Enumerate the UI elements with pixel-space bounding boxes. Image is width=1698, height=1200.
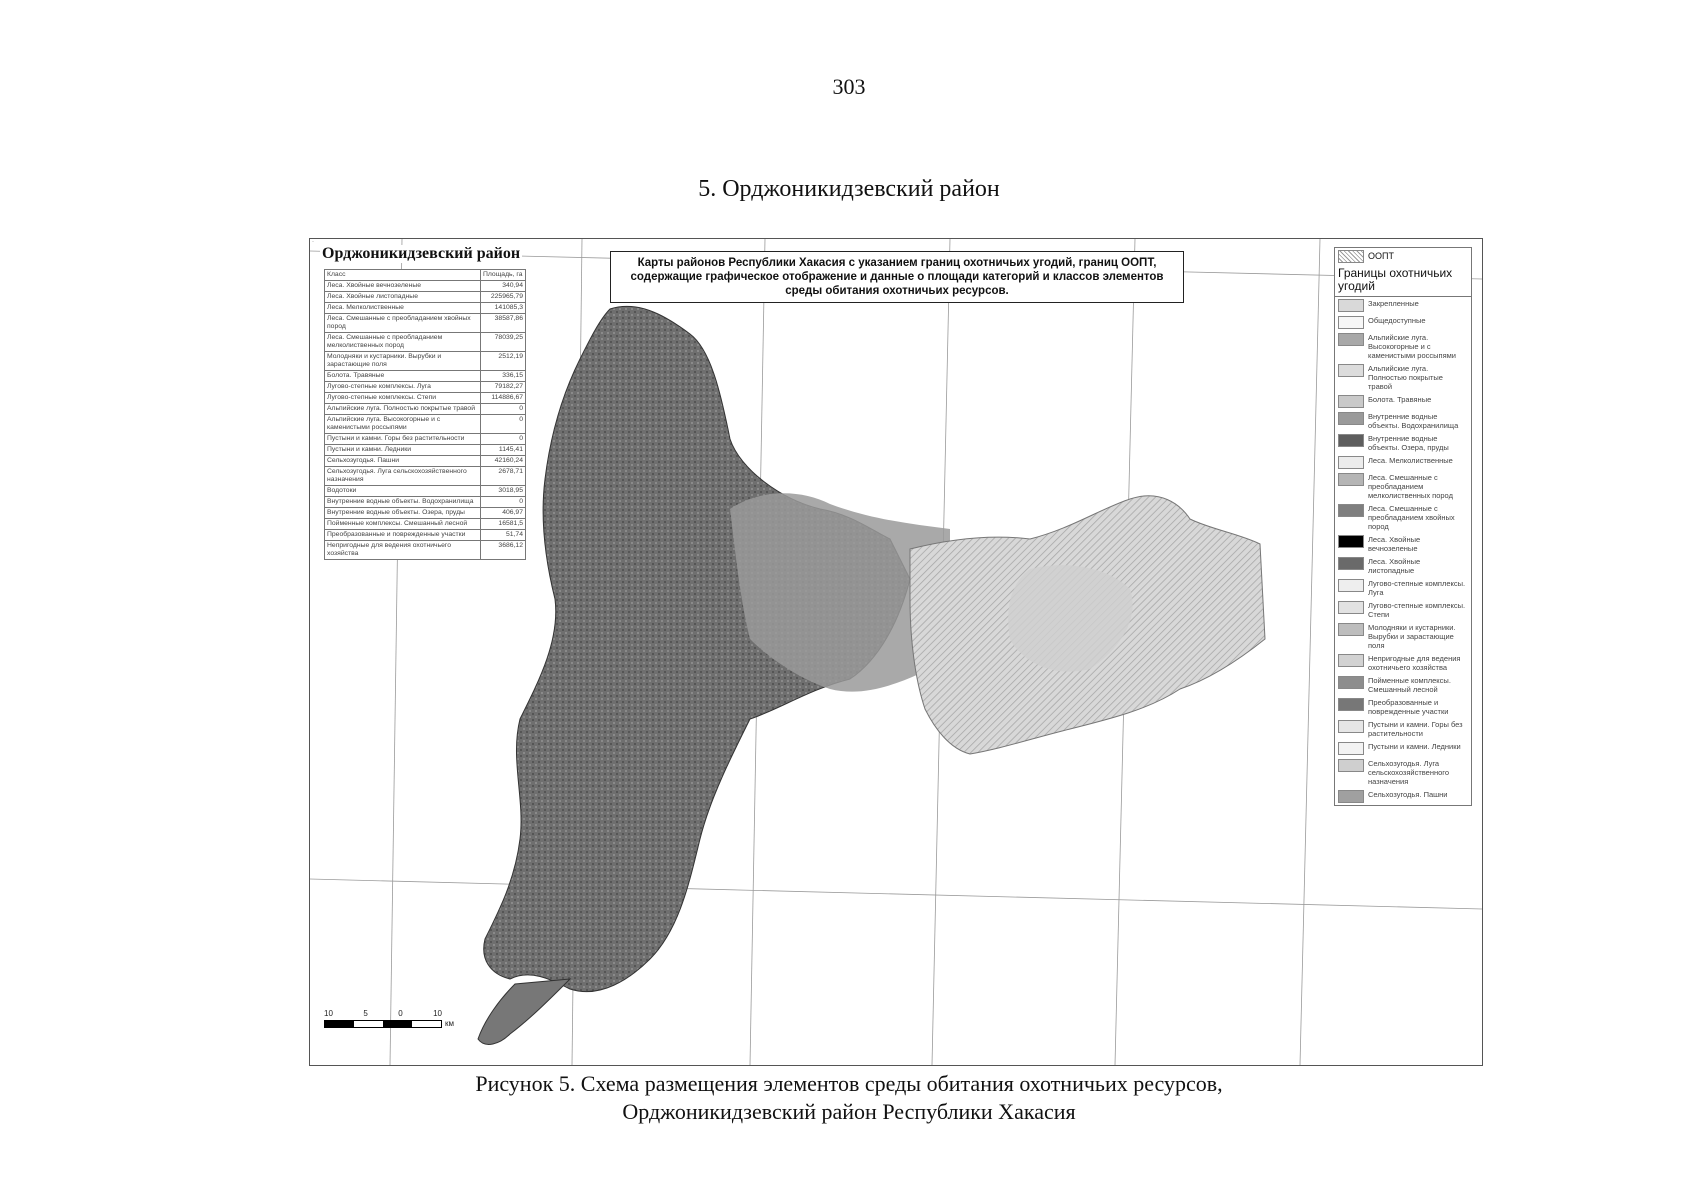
table-row	[325, 467, 526, 486]
table-cell-class: Леса. Хвойные листопадные	[325, 292, 481, 303]
legend-swatch	[1338, 504, 1364, 517]
page-number: 303	[832, 74, 866, 99]
scale-label: 10	[433, 1009, 442, 1018]
legend-swatch	[1338, 759, 1364, 772]
legend-item-label: Леса. Смешанные с преобладанием мелколиственных пород	[1368, 473, 1453, 500]
table-cell-class: Альпийские луга. Полностью покрытые травой	[325, 404, 481, 415]
table-cell-class: Леса. Хвойные вечнозеленые	[325, 281, 481, 292]
scale-unit: км	[445, 1019, 454, 1028]
table-cell-class: Леса. Смешанные с преобладанием мелколиственных пород	[325, 333, 481, 352]
legend-item	[1335, 577, 1471, 599]
table-cell-class: Лугово-степные комплексы. Луга	[325, 382, 481, 393]
table-cell-area: 0	[481, 404, 526, 415]
legend-swatch	[1338, 698, 1364, 711]
scale-line	[324, 1020, 442, 1028]
table-cell-area: 336,15	[481, 371, 526, 382]
table-cell-class: Молодняки и кустарники. Вырубки и зарастающие поля	[325, 352, 481, 371]
table-cell-class: Пойменные комплексы. Смешанный лесной	[325, 519, 481, 530]
legend-item	[1335, 502, 1471, 533]
table-row	[325, 371, 526, 382]
legend-swatch	[1338, 720, 1364, 733]
table-row	[325, 445, 526, 456]
legend-item-label: Непригодные для ведения охотничьего хозяйства	[1368, 654, 1461, 672]
legend-swatch	[1338, 535, 1364, 548]
table-cell-area: 2678,71	[481, 467, 526, 486]
area-table	[324, 269, 526, 560]
legend-swatch	[1338, 623, 1364, 636]
legend-item-label: Внутренние водные объекты. Водохранилища	[1368, 412, 1459, 430]
table-cell-class: Сельхозугодья. Пашни	[325, 456, 481, 467]
legend-item	[1335, 621, 1471, 652]
legend-swatch	[1338, 601, 1364, 614]
table-cell-class: Пустыни и камни. Ледники	[325, 445, 481, 456]
table-cell-area: 141085,3	[481, 303, 526, 314]
table-cell-area: 3018,95	[481, 486, 526, 497]
legend-item-label: Пойменные комплексы. Смешанный лесной	[1368, 676, 1451, 694]
legend-item-label: Пустыни и камни. Ледники	[1368, 742, 1461, 751]
scale-label: 10	[324, 1009, 333, 1018]
legend-item-label: Лугово-степные комплексы. Степи	[1368, 601, 1466, 619]
table-cell-area: 42160,24	[481, 456, 526, 467]
legend-oopt-label: ООПТ	[1368, 251, 1394, 261]
table-row	[325, 456, 526, 467]
legend-item-label: Молодняки и кустарники. Вырубки и зарастающие поля	[1368, 623, 1456, 650]
legend-swatch	[1338, 395, 1364, 408]
legend-item	[1335, 362, 1471, 393]
table-cell-area: 16581,5	[481, 519, 526, 530]
legend-swatch	[1338, 790, 1364, 803]
table-cell-area: 406,97	[481, 508, 526, 519]
legend-item	[1335, 718, 1471, 740]
table-row	[325, 382, 526, 393]
legend-swatch	[1338, 579, 1364, 592]
legend-item-label: Пустыни и камни. Горы без растительности	[1368, 720, 1463, 738]
table-cell-area: 114886,67	[481, 393, 526, 404]
table-row	[325, 314, 526, 333]
legend-item-label: Альпийские луга. Высокогорные и с каменистыми россыпями	[1368, 333, 1456, 360]
table-header-area: Площадь, га	[481, 270, 526, 281]
table-cell-area: 79182,27	[481, 382, 526, 393]
legend-swatch	[1338, 412, 1364, 425]
legend-swatch	[1338, 299, 1364, 312]
table-row	[325, 541, 526, 560]
legend-item	[1335, 533, 1471, 555]
table-cell-area: 2512,19	[481, 352, 526, 371]
legend-item-label: Преобразованные и поврежденные участки	[1368, 698, 1449, 716]
table-row	[325, 434, 526, 445]
legend-swatch	[1338, 742, 1364, 755]
legend-swatch	[1338, 333, 1364, 346]
table-cell-class: Сельхозугодья. Луга сельскохозяйственного назначения	[325, 467, 481, 486]
legend-item	[1335, 331, 1471, 362]
table-cell-class: Лугово-степные комплексы. Степи	[325, 393, 481, 404]
scale-bar	[324, 1009, 454, 1028]
legend-item	[1335, 696, 1471, 718]
legend-item	[1335, 788, 1471, 805]
legend-swatch	[1338, 654, 1364, 667]
table-cell-class: Водотоки	[325, 486, 481, 497]
table-row	[325, 404, 526, 415]
legend-item-label: Внутренние водные объекты. Озера, пруды	[1368, 434, 1449, 452]
table-cell-area: 225965,79	[481, 292, 526, 303]
table-cell-class: Леса. Мелколиственные	[325, 303, 481, 314]
scale-label: 5	[363, 1009, 368, 1018]
table-cell-area: 0	[481, 415, 526, 434]
legend-item-label: Леса. Хвойные листопадные	[1368, 557, 1421, 575]
legend-item	[1335, 314, 1471, 331]
legend-item	[1335, 674, 1471, 696]
table-cell-area: 340,94	[481, 281, 526, 292]
legend-item	[1335, 432, 1471, 454]
legend-item	[1335, 393, 1471, 410]
table-cell-area: 51,74	[481, 530, 526, 541]
table-header-class: Класс	[325, 270, 481, 281]
section-heading: 5. Орджоникидзевский район	[698, 176, 1000, 202]
legend-item-label: Общедоступные	[1368, 316, 1426, 325]
legend-swatch	[1338, 316, 1364, 329]
legend-swatch	[1338, 473, 1364, 486]
table-row	[325, 530, 526, 541]
table-row	[325, 519, 526, 530]
legend-item	[1335, 740, 1471, 757]
legend-item	[1335, 410, 1471, 432]
map-title-box: Карты районов Республики Хакасия с указанием границ охотничьих угодий, границ ООПТ, содержащие графическое отображение и данные о площади категорий и классов элементов среды обитания охотничьих ресурсов.	[610, 251, 1184, 303]
district-map	[309, 238, 1483, 1066]
legend-item	[1335, 599, 1471, 621]
table-row	[325, 393, 526, 404]
legend-item	[1335, 652, 1471, 674]
legend-item-label: Лугово-степные комплексы. Луга	[1368, 579, 1466, 597]
scale-label: 0	[398, 1009, 403, 1018]
table-cell-class: Леса. Смешанные с преобладанием хвойных пород	[325, 314, 481, 333]
table-row	[325, 415, 526, 434]
table-cell-class: Непригодные для ведения охотничьего хозяйства	[325, 541, 481, 560]
legend-item	[1335, 297, 1471, 314]
legend-swatch	[1338, 676, 1364, 689]
legend-item-label: Закрепленные	[1368, 299, 1419, 308]
oopt-swatch	[1338, 250, 1364, 263]
legend-item	[1335, 555, 1471, 577]
legend-swatch	[1338, 557, 1364, 570]
table-row	[325, 333, 526, 352]
table-cell-class: Пустыни и камни. Горы без растительности	[325, 434, 481, 445]
table-cell-class: Альпийские луга. Высокогорные и с каменистыми россыпями	[325, 415, 481, 434]
table-cell-area: 0	[481, 434, 526, 445]
legend-item-label: Альпийские луга. Полностью покрытые травой	[1368, 364, 1443, 391]
figure-caption-line-1: Рисунок 5. Схема размещения элементов среды обитания охотничьих ресурсов,	[475, 1071, 1223, 1096]
legend-item-label: Болота. Травяные	[1368, 395, 1432, 404]
table-row	[325, 508, 526, 519]
legend-item-label: Сельхозугодья. Пашни	[1368, 790, 1448, 799]
table-cell-area: 38587,86	[481, 314, 526, 333]
legend-item	[1335, 454, 1471, 471]
legend-oopt	[1335, 248, 1471, 265]
table-row	[325, 486, 526, 497]
legend-item	[1335, 757, 1471, 788]
table-cell-class: Внутренние водные объекты. Водохранилища	[325, 497, 481, 508]
legend-item-label: Леса. Мелколиственные	[1368, 456, 1453, 465]
table-row	[325, 352, 526, 371]
table-cell-area: 3686,12	[481, 541, 526, 560]
legend-item-label: Сельхозугодья. Луга сельскохозяйственного назначения	[1368, 759, 1450, 786]
table-cell-area: 1145,41	[481, 445, 526, 456]
coord-label: ·	[312, 239, 314, 245]
table-row	[325, 281, 526, 292]
table-cell-class: Преобразованные и поврежденные участки	[325, 530, 481, 541]
legend-item-label: Леса. Хвойные вечнозеленые	[1368, 535, 1421, 553]
table-cell-class: Внутренние водные объекты. Озера, пруды	[325, 508, 481, 519]
table-cell-area: 0	[481, 497, 526, 508]
table-row	[325, 497, 526, 508]
map-legend	[1334, 247, 1472, 806]
table-row	[325, 292, 526, 303]
table-cell-area: 78039,25	[481, 333, 526, 352]
table-header-row	[325, 270, 526, 281]
legend-swatch	[1338, 456, 1364, 469]
legend-swatch	[1338, 434, 1364, 447]
legend-swatch	[1338, 364, 1364, 377]
figure-caption-line-2: Орджоникидзевский район Республики Хакасия	[622, 1099, 1076, 1124]
table-cell-class: Болота. Травяные	[325, 371, 481, 382]
legend-item	[1335, 471, 1471, 502]
legend-item-label: Леса. Смешанные с преобладанием хвойных пород	[1368, 504, 1455, 531]
map-district-name: Орджоникидзевский район	[322, 245, 521, 262]
table-row	[325, 303, 526, 314]
legend-header: Границы охотничьих угодий	[1335, 265, 1471, 297]
